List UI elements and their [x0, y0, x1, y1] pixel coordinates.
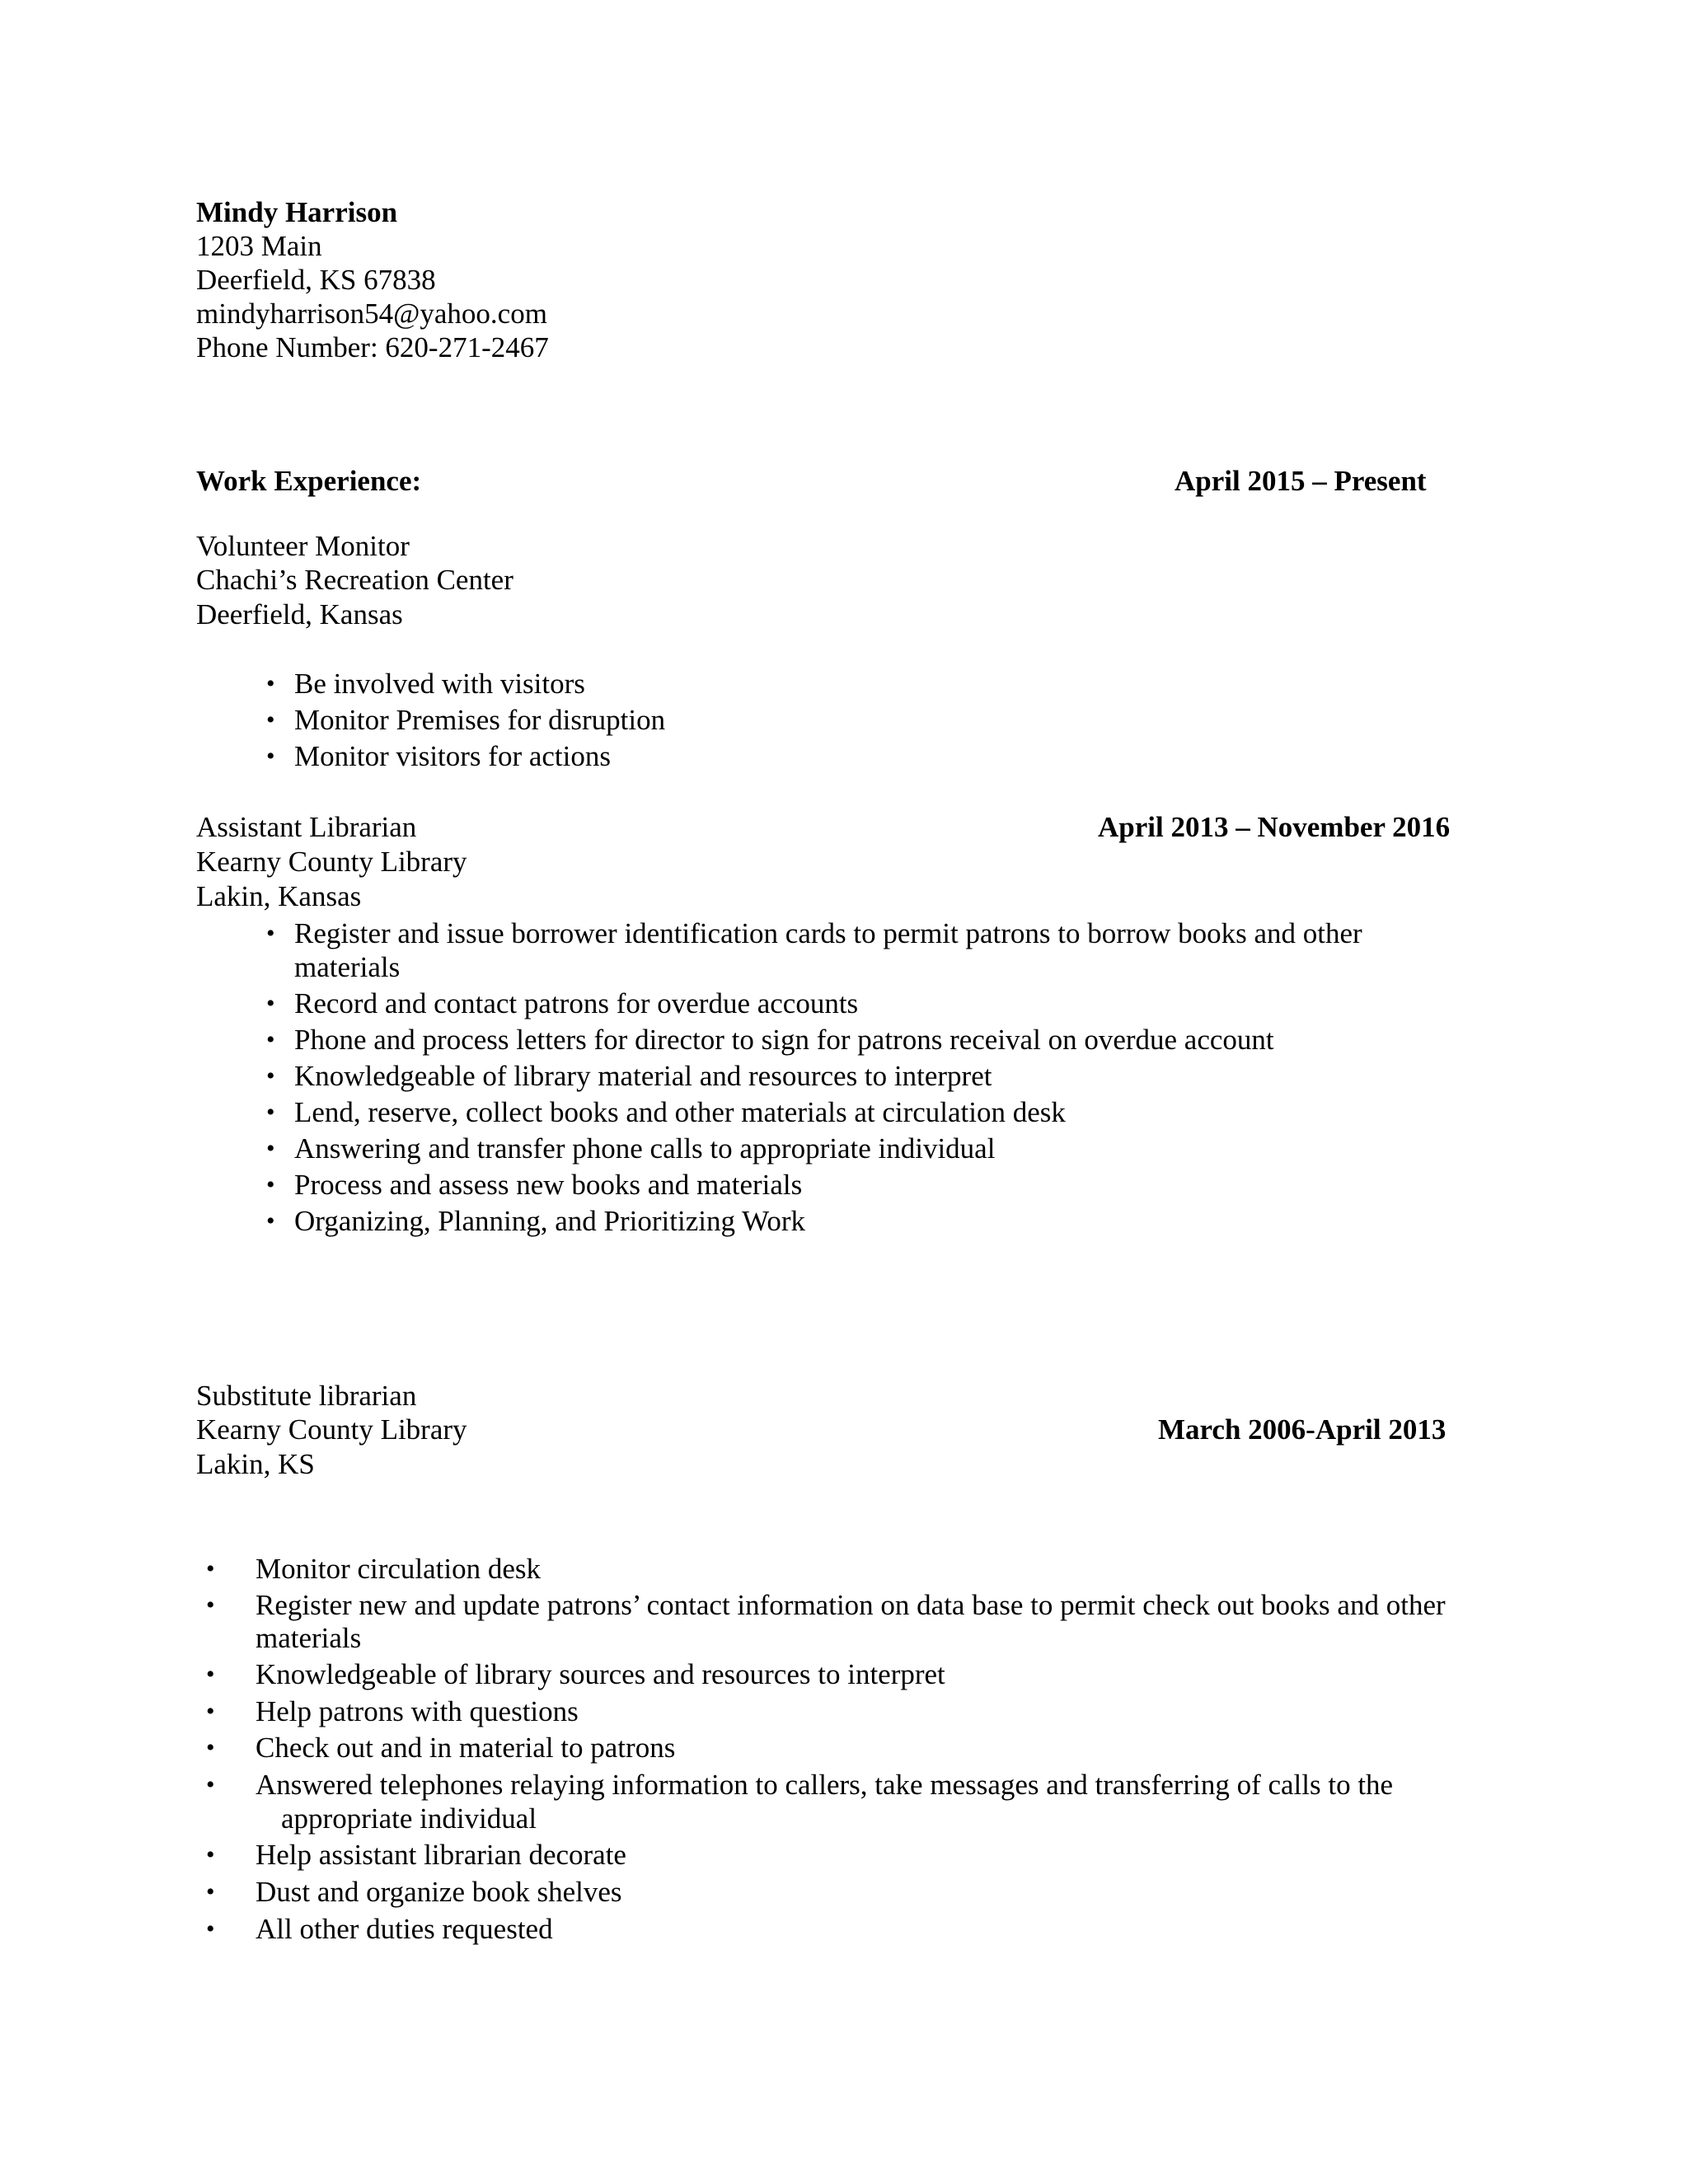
bullet-icon: • [206, 1698, 215, 1725]
bullet-icon: • [266, 990, 275, 1017]
list-item-text-continued: appropriate individual [281, 1802, 537, 1835]
job-title: Substitute librarian [196, 1380, 417, 1412]
list-item-text: Register new and update patrons’ contact information on data base to permit check out books and other [256, 1589, 1446, 1621]
job-org: Chachi’s Recreation Center [196, 564, 513, 596]
list-item-text: Phone and process letters for director to sign for patrons receival on overdue account [294, 1024, 1274, 1056]
list-item-text: Answered telephones relaying information to callers, take messages and transferring of calls to the [256, 1769, 1394, 1801]
contact-name: Mindy Harrison [196, 196, 398, 228]
bullet-icon: • [206, 1878, 215, 1905]
job-title: Assistant Librarian [196, 811, 417, 843]
list-item-text: Lend, reserve, collect books and other materials at circulation desk [294, 1096, 1066, 1128]
bullet-icon: • [266, 1207, 275, 1235]
section-heading: Work Experience: [196, 465, 422, 497]
job-location: Lakin, KS [196, 1448, 315, 1480]
job-dates: April 2013 – November 2016 [1098, 811, 1451, 843]
list-item-text-continued: materials [294, 951, 401, 983]
bullet-icon: • [206, 1915, 215, 1943]
bullet-icon: • [206, 1591, 215, 1619]
bullet-icon: • [266, 1026, 275, 1053]
job-org: Kearny County Library [196, 1413, 467, 1446]
contact-phone: Phone Number: 620-271-2467 [196, 331, 549, 363]
contact-street: 1203 Main [196, 230, 322, 262]
bullet-icon: • [266, 706, 275, 733]
bullet-icon: • [266, 1171, 275, 1198]
list-item-text: Record and contact patrons for overdue accounts [294, 987, 859, 1019]
bullet-icon: • [266, 1099, 275, 1126]
list-item-text: Monitor circulation desk [256, 1553, 542, 1585]
list-item-text: Check out and in material to patrons [256, 1732, 676, 1764]
list-item-text: Help patrons with questions [256, 1695, 579, 1727]
bullet-icon: • [206, 1661, 215, 1688]
list-item-text: Process and assess new books and materials [294, 1169, 803, 1201]
job-title: Volunteer Monitor [196, 530, 410, 562]
list-item-text: Help assistant librarian decorate [256, 1839, 626, 1871]
bullet-icon: • [206, 1734, 215, 1761]
list-item-text: Register and issue borrower identification cards to permit patrons to borrow books and other [294, 917, 1362, 949]
bullet-icon: • [266, 743, 275, 770]
list-item-text: Knowledgeable of library sources and resources to interpret [256, 1658, 945, 1690]
list-item-text: Answering and transfer phone calls to appropriate individual [294, 1132, 996, 1165]
job-dates: March 2006-April 2013 [1158, 1413, 1447, 1446]
bullet-icon: • [266, 670, 275, 697]
job-dates: April 2015 – Present [1175, 465, 1427, 497]
list-item-text: All other duties requested [256, 1913, 553, 1945]
job-org: Kearny County Library [196, 846, 467, 878]
bullet-icon: • [206, 1771, 215, 1798]
job-location: Lakin, Kansas [196, 880, 362, 912]
bullet-icon: • [266, 1135, 275, 1162]
list-item-text: Dust and organize book shelves [256, 1876, 622, 1908]
bullet-icon: • [266, 920, 275, 947]
bullet-icon: • [266, 1062, 275, 1090]
bullet-icon: • [206, 1555, 215, 1582]
list-item-text: Monitor Premises for disruption [294, 704, 666, 736]
list-item-text: Knowledgeable of library material and resources to interpret [294, 1060, 992, 1092]
job-location: Deerfield, Kansas [196, 598, 403, 630]
contact-email: mindyharrison54@yahoo.com [196, 298, 547, 330]
list-item-text: Organizing, Planning, and Prioritizing Work [294, 1205, 805, 1237]
list-item-text: Monitor visitors for actions [294, 740, 611, 772]
contact-city: Deerfield, KS 67838 [196, 264, 436, 296]
list-item-text-continued: materials [256, 1622, 362, 1654]
bullet-icon: • [206, 1841, 215, 1868]
list-item-text: Be involved with visitors [294, 668, 585, 700]
